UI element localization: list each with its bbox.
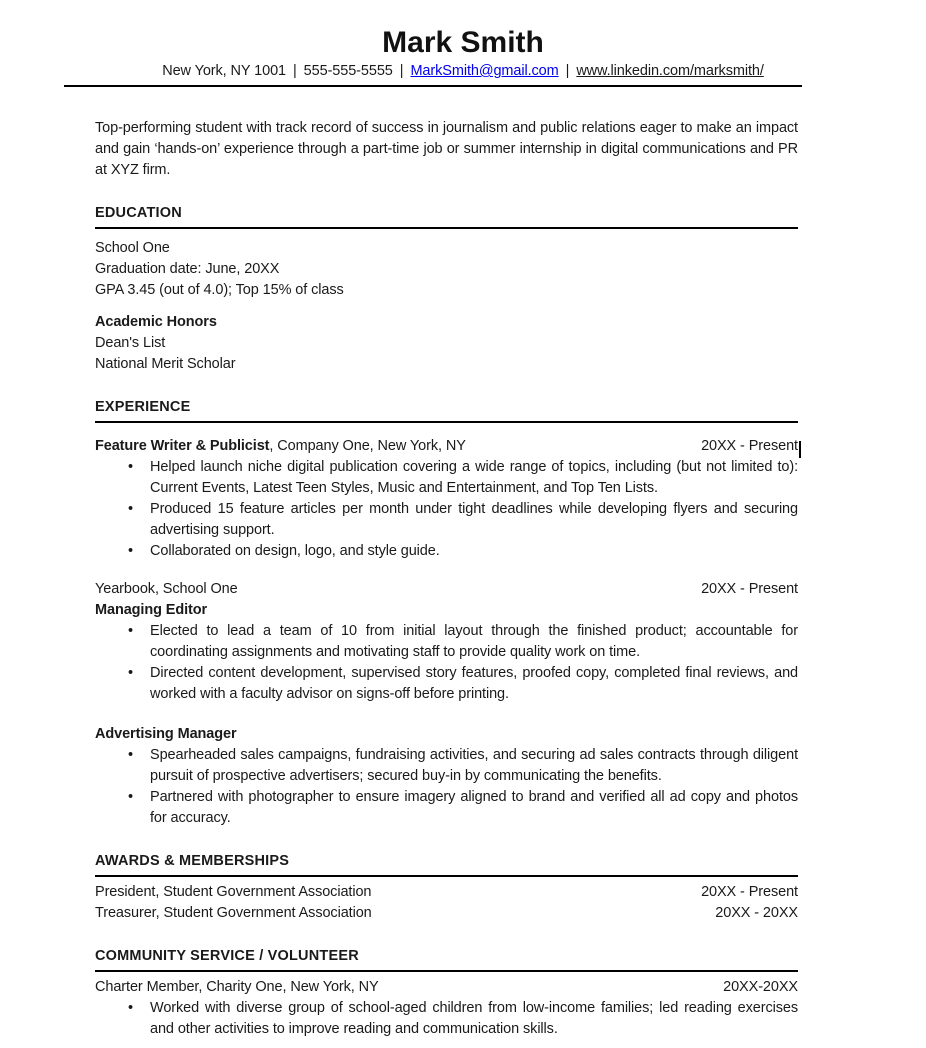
separator: |	[399, 63, 404, 79]
job-bullet: • Partnered with photographer to ensure imagery aligned to brand and verified all ad copy and photos for accuracy.	[95, 787, 798, 829]
section-education	[95, 203, 798, 375]
job-role: Feature Writer & Publicist	[95, 438, 270, 454]
honors-title: Academic Honors	[95, 314, 217, 330]
experience-entry	[95, 724, 798, 829]
honors-item: Dean's List	[95, 335, 166, 351]
separator: |	[293, 63, 297, 79]
award-item	[95, 882, 798, 903]
page-title: Mark Smith	[382, 26, 544, 59]
summary-paragraph: Top-performing student with track record of success in journalism and public relations eager to make an impact and gain ‘hands-on’ experience through a part-time job or summer internship in digital communications and PR at XYZ firm.	[95, 120, 798, 178]
job-company: , Company One, New York, NY	[269, 438, 466, 454]
job-bullet-list	[95, 621, 798, 705]
job-role: Managing Editor	[95, 602, 208, 618]
separator: |	[565, 63, 570, 79]
job-dates: 20XX - Present	[701, 581, 798, 597]
award-label: Treasurer, Student Government Association	[95, 905, 372, 921]
award-label: President, Student Government Association	[95, 884, 372, 900]
section-experience	[95, 397, 798, 829]
experience-entry	[95, 436, 798, 562]
education-gpa: GPA 3.45 (out of 4.0); Top 15% of class	[95, 282, 344, 298]
award-dates: 20XX - Present	[701, 884, 798, 900]
contact-phone: 555-555-5555	[303, 63, 393, 79]
education-school: School One	[95, 240, 170, 256]
section-title-experience: EXPERIENCE	[95, 397, 798, 423]
job-bullet: • Produced 15 feature articles per month under tight deadlines while developing flyers and securing advertising support.	[95, 499, 798, 541]
award-dates: 20XX - 20XX	[715, 905, 798, 921]
section-community	[95, 946, 798, 1040]
job-bullet: • Directed content development, supervised story features, proofed copy, completed final reviews, and worked with a faculty advisor on signs-off before printing.	[95, 663, 798, 705]
job-role: Advertising Manager	[95, 726, 237, 742]
education-graduation: Graduation date: June, 20XX	[95, 261, 280, 277]
section-title-education: EDUCATION	[95, 203, 798, 229]
award-item	[95, 903, 798, 924]
text-cursor	[799, 441, 801, 458]
section-awards	[95, 851, 798, 924]
job-bullet-list	[95, 745, 798, 829]
job-org: Yearbook, School One	[95, 581, 238, 597]
job-bullet: • Spearheaded sales campaigns, fundraising activities, and securing ad sales contracts through diligent pursuit of prospective advertisers; secured buy-in by communicating the benefits.	[95, 745, 798, 787]
header-divider	[64, 85, 802, 87]
community-bullet: • Worked with diverse group of school-aged children from low-income families; led reading exercises and other activities to improve reading and communication skills.	[95, 998, 798, 1040]
resume-body	[95, 118, 798, 1040]
email-link[interactable]: MarkSmith@gmail.com	[410, 63, 559, 79]
community-bullet-list	[95, 998, 798, 1040]
community-entry	[95, 977, 798, 998]
honors-item: National Merit Scholar	[95, 356, 236, 372]
contact-location: New York, NY 1001	[162, 63, 286, 79]
job-title-line	[95, 436, 466, 457]
job-bullet: • Elected to lead a team of 10 from initial layout through the finished product; accountable for coordinating assignments and motivating staff to provide quality work on time.	[95, 621, 798, 663]
job-bullet-list	[95, 457, 798, 562]
job-dates: 20XX - Present	[701, 438, 798, 454]
section-title-awards: AWARDS & MEMBERSHIPS	[95, 851, 798, 877]
experience-entry	[95, 579, 798, 705]
linkedin-link[interactable]: www.linkedin.com/marksmith/	[576, 63, 764, 79]
job-bullet: • Collaborated on design, logo, and style guide.	[95, 541, 798, 562]
community-dates: 20XX-20XX	[723, 979, 798, 995]
job-bullet: • Helped launch niche digital publication covering a wide range of topics, including (but not limited to): Current Events, Latest Teen Styles, Music and Entertainment, and Top Ten Lists.	[95, 457, 798, 499]
section-title-community: COMMUNITY SERVICE / VOLUNTEER	[95, 946, 798, 972]
contact-line	[0, 62, 926, 81]
community-label: Charter Member, Charity One, New York, NY	[95, 979, 379, 995]
